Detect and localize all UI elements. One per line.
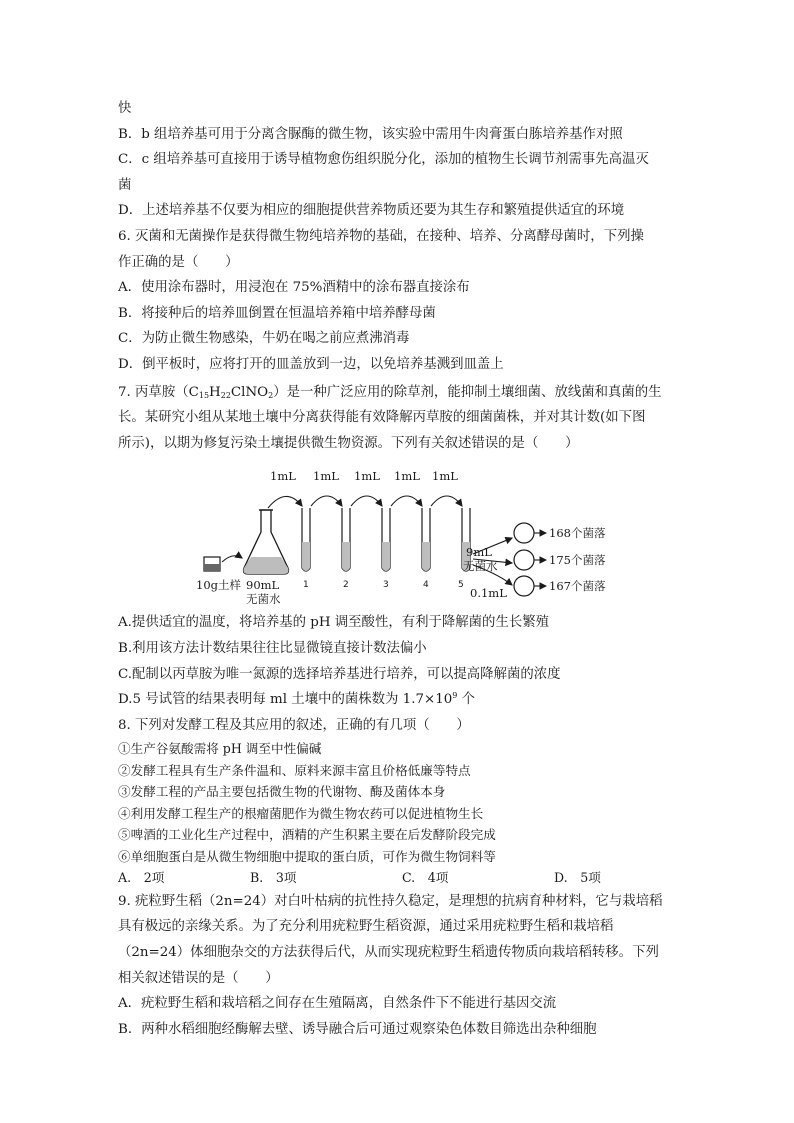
- test-tube-icon: [302, 508, 310, 571]
- q7-stem-line1: [118, 380, 678, 406]
- q8-item-6: ⑥单细胞蛋白是从微生物细胞中提取的蛋白质，可作为微生物饲料等: [118, 848, 496, 864]
- flask-water-label: 无菌水: [246, 592, 281, 605]
- q6-option-a: A．使用涂布器时，用浸泡在 75%酒精中的涂布器直接涂布: [118, 280, 470, 296]
- tube-water-volume: 9mL: [466, 545, 492, 560]
- q7-option-a: A.提供适宜的温度，将培养基的 pH 调至酸性，有利于降解菌的生长繁殖: [118, 615, 550, 631]
- q8-stem: 8. 下列对发酵工程及其应用的叙述，正确的有几项（ ）: [118, 717, 470, 733]
- q9-stem-line2: 具有极远的亲缘关系。为了充分利用疣粒野生稻资源，通过采用疣粒野生稻和栽培稻: [118, 919, 614, 935]
- q9-stem-line3: （2n=24）体细胞杂交的方法获得后代，从而实现疣粒野生稻遗传物质向栽培稻转移。下列: [118, 944, 659, 960]
- transfer-label-2: 1mL: [313, 469, 339, 484]
- q9-option-a: A．疣粒野生稻和栽培稻之间存在生殖隔离，自然条件下不能进行基因交流: [118, 996, 557, 1012]
- formula-clno: ClNO: [230, 384, 269, 400]
- test-tube-icon: [382, 508, 390, 571]
- transfer-arrow-4: [391, 496, 422, 506]
- q6-option-d: D．倒平板时，应将打开的皿盖放到一边，以免培养基溅到皿盖上: [118, 356, 504, 372]
- dilution-figure: [118, 462, 678, 604]
- q5-option-c-line2: 菌: [118, 177, 132, 193]
- formula-h: H: [209, 384, 221, 400]
- soil-label: 10g土样: [196, 578, 241, 593]
- transfer-arrow-5: [431, 496, 462, 506]
- inoculate-volume: 0.1mL: [470, 586, 507, 601]
- q5-continuation: 快: [118, 101, 132, 116]
- transfer-label-1: 1mL: [270, 469, 296, 484]
- transfer-arrow-3: [351, 496, 382, 506]
- q5-option-c-line1: C．c 组培养基可直接用于诱导植物愈伤组织脱分化，添加的植物生长调节剂需事先高温灭: [118, 152, 649, 168]
- colony-count-2: 175个菌落: [549, 553, 606, 568]
- formula-o-sub: 2: [268, 390, 274, 400]
- q9-stem-line4: 相关叙述错误的是（ ）: [118, 970, 279, 986]
- q7-stem-line2: 长。某研究小组从某地土壤中分离获得能有效降解丙草胺的细菌菌株，并对其计数(如下图: [118, 410, 646, 426]
- q7-option-d-text: D.5 号试管的结果表明每 ml 土壤中的菌株数为 1.7×10: [118, 692, 453, 708]
- transfer-label-4: 1mL: [394, 469, 420, 484]
- q5-option-d: D．上述培养基不仅要为相应的细胞提供营养物质还要为其生存和繁殖提供适宜的环境: [118, 203, 625, 219]
- petri-dish-icon: [514, 550, 534, 570]
- soil-beaker-icon: [204, 557, 220, 571]
- q8-option-b: B. 3项: [250, 870, 297, 886]
- q9-stem-line1: 9. 疣粒野生稻（2n=24）对白叶枯病的抗性持久稳定，是理想的抗病育种材料，它与栽培稻: [118, 893, 663, 909]
- q8-option-d: D. 5项: [554, 870, 601, 886]
- q8-option-a: A. 2项: [118, 870, 165, 886]
- q6-stem-line2: 作正确的是（ ）: [118, 254, 239, 270]
- flask-volume-label: 90mL: [246, 578, 280, 593]
- transfer-arrow-2: [311, 496, 342, 506]
- formula-c-sub: 15: [198, 390, 210, 400]
- colony-count-3: 167个菌落: [549, 579, 606, 594]
- q7-option-d: [118, 687, 678, 713]
- q7-option-c: C.配制以丙草胺为唯一氮源的选择培养基进行培养，可以提高降解菌的浓度: [118, 666, 561, 682]
- q7-stem-line3: 所示)，以期为修复污染土壤提供微生物资源。下列有关叙述错误的是（ ）: [118, 435, 579, 451]
- q7-stem-prefix: 7. 丙草胺（: [118, 384, 189, 400]
- flask-icon: [244, 510, 289, 574]
- q8-item-4: ④利用发酵工程生产的根瘤菌肥作为微生物农药可以促进植物生长: [118, 805, 484, 821]
- formula-h-sub: 22: [220, 390, 231, 400]
- soil-arrow: [222, 556, 242, 562]
- transfer-label-5: 1mL: [432, 469, 458, 484]
- test-tube-icon: [422, 508, 430, 571]
- tube-number-1: 1: [303, 580, 309, 591]
- q6-option-c: C．为防止微生物感染，牛奶在喝之前应煮沸消毒: [118, 331, 410, 347]
- transfer-label-3: 1mL: [354, 469, 380, 484]
- q8-item-3: ③发酵工程的产品主要包括微生物的代谢物、酶及菌体本身: [118, 784, 446, 800]
- q7-option-b: B.利用该方法计数结果往往比显微镜直接计数法偏小: [118, 640, 427, 656]
- q7-option-d-exponent: 9: [452, 691, 458, 701]
- petri-dish-icon: [514, 523, 534, 543]
- colony-count-1: 168个菌落: [549, 526, 606, 541]
- test-tube-icon: [342, 508, 350, 571]
- q7-stem-suffix: ）是一种广泛应用的除草剂，能抑制土壤细菌、放线菌和真菌的生: [273, 384, 662, 400]
- tube-number-2: 2: [343, 580, 349, 591]
- formula-c: C: [188, 384, 199, 400]
- q6-stem-line1: 6. 灭菌和无菌操作是获得微生物纯培养物的基础，在接种、培养、分离酵母菌时，下列操: [118, 228, 644, 244]
- petri-dish-icon: [514, 576, 534, 596]
- transfer-arrow-1: [268, 497, 302, 509]
- q8-item-5: ⑤啤酒的工业化生产过程中，酒精的产生积累主要在后发酵阶段完成: [118, 827, 496, 843]
- tube-number-5: 5: [458, 580, 464, 591]
- q6-option-b: B．将接种后的培养皿倒置在恒温培养箱中培养酵母菌: [118, 305, 436, 321]
- tube-number-4: 4: [423, 580, 429, 591]
- tube-water-label: 无菌水: [463, 559, 498, 574]
- q7-option-d-unit: 个: [457, 692, 475, 708]
- q8-option-c: C. 4项: [402, 870, 449, 886]
- q8-item-2: ②发酵工程具有生产条件温和、原料来源丰富且价格低廉等特点: [118, 762, 471, 778]
- tube-number-3: 3: [383, 580, 389, 591]
- chemical-formula: [189, 385, 274, 400]
- q9-option-b: B．两种水稻细胞经酶解去壁、诱导融合后可通过观察染色体数目筛选出杂种细胞: [118, 1021, 597, 1037]
- q8-item-1: ①生产谷氨酸需将 pH 调至中性偏碱: [118, 741, 322, 757]
- dilution-diagram: [118, 462, 678, 604]
- q8-options: [118, 867, 678, 889]
- q5-option-b: B．b 组培养基可用于分离含脲酶的微生物，该实验中需用牛肉膏蛋白胨培养基作对照: [118, 126, 623, 142]
- exam-page: [118, 96, 678, 1042]
